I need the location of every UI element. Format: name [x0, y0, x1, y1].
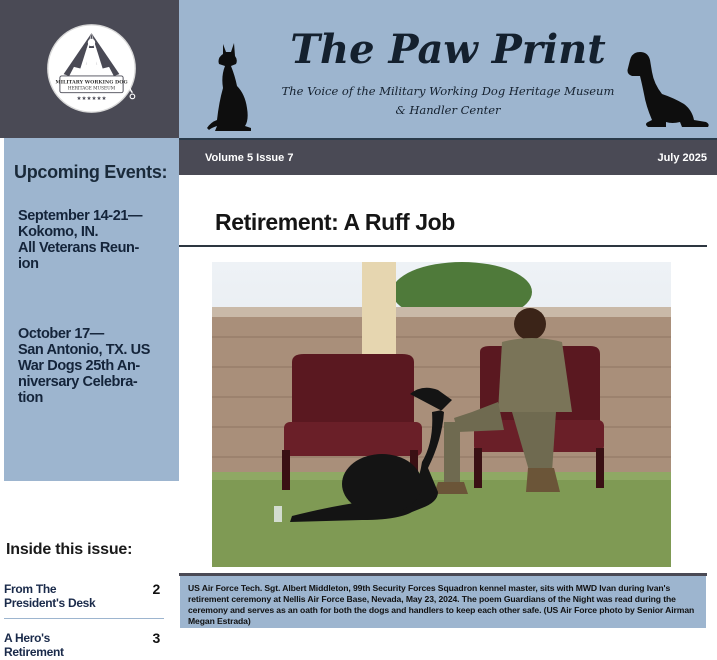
event-line: Kokomo, IN. — [18, 224, 99, 240]
lab-dog-icon — [622, 50, 712, 130]
logo-stars: ★★★★★★ — [76, 96, 107, 103]
inside-issue-title: Inside this issue: — [6, 541, 133, 558]
events-title: Upcoming Events: — [14, 162, 168, 182]
masthead — [179, 0, 717, 138]
toc-title-line: From The — [4, 582, 57, 596]
toc-item[interactable] — [4, 631, 164, 659]
event-item — [18, 208, 168, 272]
logo-panel — [0, 0, 179, 138]
newsletter-title: The Paw Print — [290, 26, 606, 73]
logo-text-2: HERITAGE MUSEUM — [67, 86, 116, 92]
event-line: ion — [18, 256, 39, 272]
toc-page-number: 3 — [152, 630, 160, 646]
event-line: September 14-21— — [18, 208, 143, 224]
toc-title-line: A Hero's — [4, 631, 51, 645]
issue-bar — [179, 140, 717, 175]
issue-date: July 2025 — [657, 152, 707, 164]
event-line: All Veterans Reun- — [18, 240, 139, 256]
photo-caption-box — [180, 576, 706, 628]
sidebar — [0, 0, 179, 660]
ceremony-photo — [212, 262, 671, 567]
toc-divider — [4, 618, 164, 619]
toc-title-line: Retirement — [4, 645, 64, 659]
event-line: San Antonio, TX. US — [18, 342, 151, 358]
event-line: War Dogs 25th An- — [18, 358, 140, 374]
article-headline: Retirement: A Ruff Job — [215, 209, 455, 235]
photo-caption: US Air Force Tech. Sgt. Albert Middleton, 99th Security Forces Squadron kennel master, sits with MWD Ivan during Ivan's retirement ceremony at Nellis Air Force Base, Nevada, May 23, 2024. The poem Guardians of the Night was read during the ceremony and serves as an oath for both the dogs and handlers to keep each other safe. (US Air Force photo by Senior Airman Megan Estrada) — [188, 583, 695, 626]
toc-item[interactable] — [4, 582, 164, 610]
event-line: October 17— — [18, 326, 104, 342]
event-line: niversary Celebra- — [18, 374, 138, 390]
volume-issue: Volume 5 Issue 7 — [205, 152, 294, 164]
toc-page-number: 2 — [152, 581, 160, 597]
subtitle-line: The Voice of the Military Working Dog Heritage Museum — [281, 84, 615, 98]
museum-logo — [45, 22, 138, 115]
event-line: tion — [18, 390, 43, 406]
headline-rule — [179, 245, 707, 247]
event-item — [18, 326, 168, 406]
logo-text-1: MILITARY WORKING DOG — [55, 79, 128, 86]
upcoming-events-panel — [4, 138, 179, 481]
subtitle-line: & Handler Center — [395, 103, 501, 117]
toc-title-line: President's Desk — [4, 596, 96, 610]
